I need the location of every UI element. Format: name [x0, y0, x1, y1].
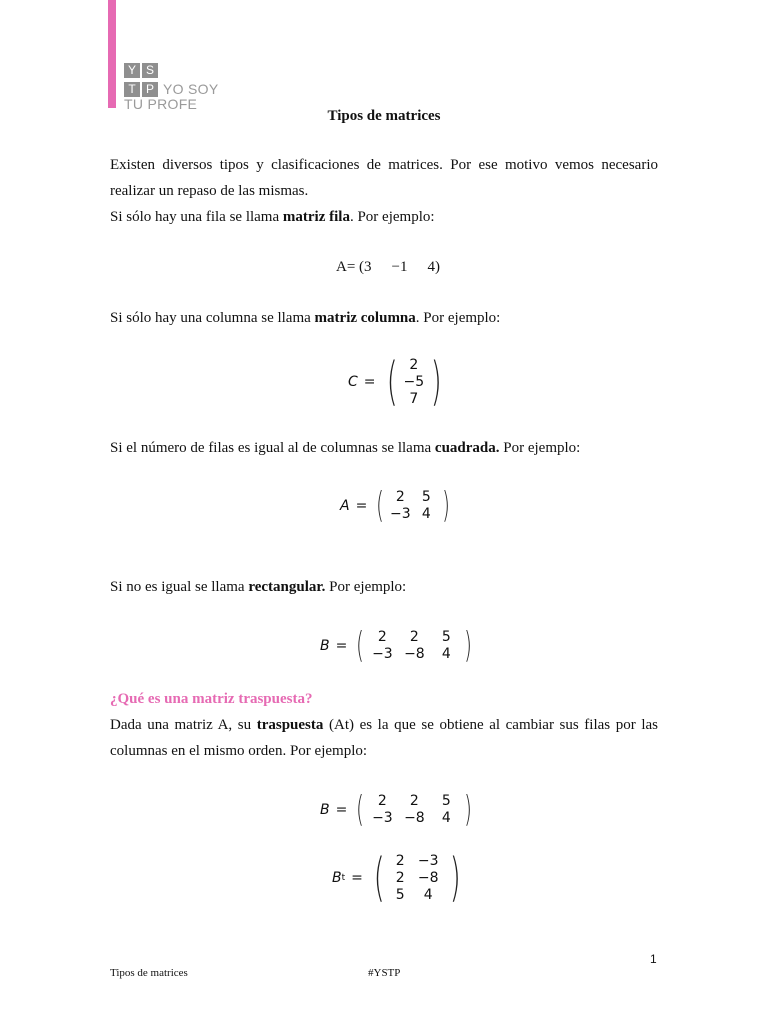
text: Por ejemplo: — [499, 440, 581, 456]
left-paren: ( — [356, 625, 365, 666]
matrix-body — [367, 629, 461, 663]
page-title: Tipos de matrices — [327, 108, 441, 124]
columna-sentence — [110, 305, 658, 331]
footer-title: Tipos de matrices — [110, 967, 188, 979]
logo-text-line1: YO SOY — [163, 81, 219, 97]
row-matrix-value: −1 — [391, 259, 408, 275]
logo-letter: P — [142, 82, 158, 97]
logo-letter: Y — [124, 63, 140, 78]
row-matrix-value: 4) — [427, 259, 441, 275]
text: Si no es igual se llama — [110, 579, 249, 595]
matrix-body — [367, 793, 461, 827]
matrix-cell: 4 — [441, 810, 451, 826]
intro-line-2: realizar un repaso de las mismas. — [110, 183, 309, 199]
text: . Por ejemplo: — [415, 310, 501, 326]
matrix-cell: −3 — [372, 810, 393, 826]
matrix-name: A — [340, 498, 350, 514]
term-traspuesta: traspuesta — [256, 717, 324, 733]
transpose-matrix-example — [332, 848, 465, 908]
logo-row-1 — [124, 62, 218, 78]
logo-row-2 — [124, 81, 218, 97]
matrix-cell: 4 — [421, 506, 431, 522]
matrix-cell: 2 — [377, 793, 387, 809]
fila-sentence — [110, 204, 658, 230]
footer-hashtag: #YSTP — [368, 967, 401, 979]
original-matrix-example — [320, 789, 475, 830]
matrix-cell: 2 — [409, 629, 419, 645]
intro-line-1: Existen diversos tipos y clasificaciones de matrices. Por ese motivo vemos necesario — [110, 157, 658, 173]
logo-letter: S — [142, 63, 158, 78]
left-paren: ( — [376, 485, 385, 526]
matrix-cell: 2 — [395, 489, 405, 505]
logo — [124, 62, 219, 112]
equals-sign: = — [355, 498, 368, 514]
row-matrix-example — [336, 259, 440, 276]
matrix-cell: −3 — [390, 506, 411, 522]
term-cuadrada: cuadrada. — [434, 440, 500, 456]
matrix-cell: 5 — [421, 489, 431, 505]
text: Si el número de filas es igual al de columnas se llama — [110, 440, 435, 456]
text: (At) es la que se obtiene al cambiar sus filas por las — [323, 717, 658, 733]
matrix-cell: 5 — [441, 793, 451, 809]
matrix-cell: 7 — [409, 390, 419, 407]
left-paren: ( — [373, 848, 385, 908]
row-matrix-label: A= (3 — [336, 259, 372, 275]
section-heading-traspuesta: ¿Qué es una matriz traspuesta? — [110, 691, 313, 707]
matrix-cell: 2 — [395, 852, 405, 869]
matrix-body — [387, 489, 439, 523]
text: Dada una matriz A, su — [110, 717, 257, 733]
matrix-name: B — [320, 802, 330, 818]
rectangular-sentence — [110, 574, 658, 600]
term-rectangular: rectangular. — [248, 579, 326, 595]
matrix-cell: 5 — [395, 886, 405, 903]
right-paren: ) — [464, 625, 473, 666]
matrix-cell: 5 — [441, 629, 451, 645]
traspuesta-line-1 — [110, 712, 658, 738]
matrix-cell: 2 — [409, 356, 419, 373]
left-paren: ( — [356, 789, 365, 830]
matrix-cell: 2 — [409, 793, 419, 809]
matrix-cell: −8 — [404, 810, 425, 826]
right-paren: ) — [449, 848, 461, 908]
traspuesta-line-2: columnas en el mismo orden. Por ejemplo: — [110, 743, 368, 759]
equals-sign: = — [335, 802, 348, 818]
text: Por ejemplo: — [325, 579, 407, 595]
matrix-cell: 4 — [423, 886, 433, 903]
right-paren: ) — [464, 789, 473, 830]
matrix-cell: −8 — [404, 646, 425, 662]
column-matrix-example — [348, 352, 446, 412]
transpose-superscript: t — [341, 873, 346, 883]
accent-bar — [108, 0, 116, 108]
rectangular-matrix-example — [320, 625, 475, 666]
text: . Por ejemplo: — [349, 209, 435, 225]
square-matrix-example — [340, 485, 453, 526]
matrix-cell: −5 — [403, 373, 425, 390]
equals-sign: = — [363, 374, 376, 390]
matrix-cell: 4 — [441, 646, 451, 662]
matrix-cell: 2 — [395, 869, 405, 886]
matrix-name: C — [348, 374, 358, 390]
term-matriz-columna: matriz columna — [314, 310, 416, 326]
right-paren: ) — [430, 352, 442, 412]
equals-sign: = — [335, 638, 348, 654]
matrix-body — [402, 357, 426, 408]
matrix-name: B — [320, 638, 330, 654]
matrix-body — [389, 853, 445, 904]
left-paren: ( — [386, 352, 398, 412]
matrix-cell: 2 — [377, 629, 387, 645]
logo-letter: T — [124, 82, 140, 97]
right-paren: ) — [442, 485, 451, 526]
text: Si sólo hay una fila se llama — [110, 209, 283, 225]
matrix-cell: −3 — [372, 646, 393, 662]
logo-text-line2: TU PROFE — [124, 96, 198, 112]
cuadrada-sentence — [110, 435, 658, 461]
matrix-cell: −8 — [417, 869, 439, 886]
page-number: 1 — [650, 952, 657, 966]
equals-sign: = — [351, 870, 363, 886]
matrix-name: B — [332, 870, 342, 886]
matrix-cell: −3 — [417, 852, 439, 869]
term-matriz-fila: matriz fila — [282, 209, 350, 225]
text: Si sólo hay una columna se llama — [110, 310, 315, 326]
